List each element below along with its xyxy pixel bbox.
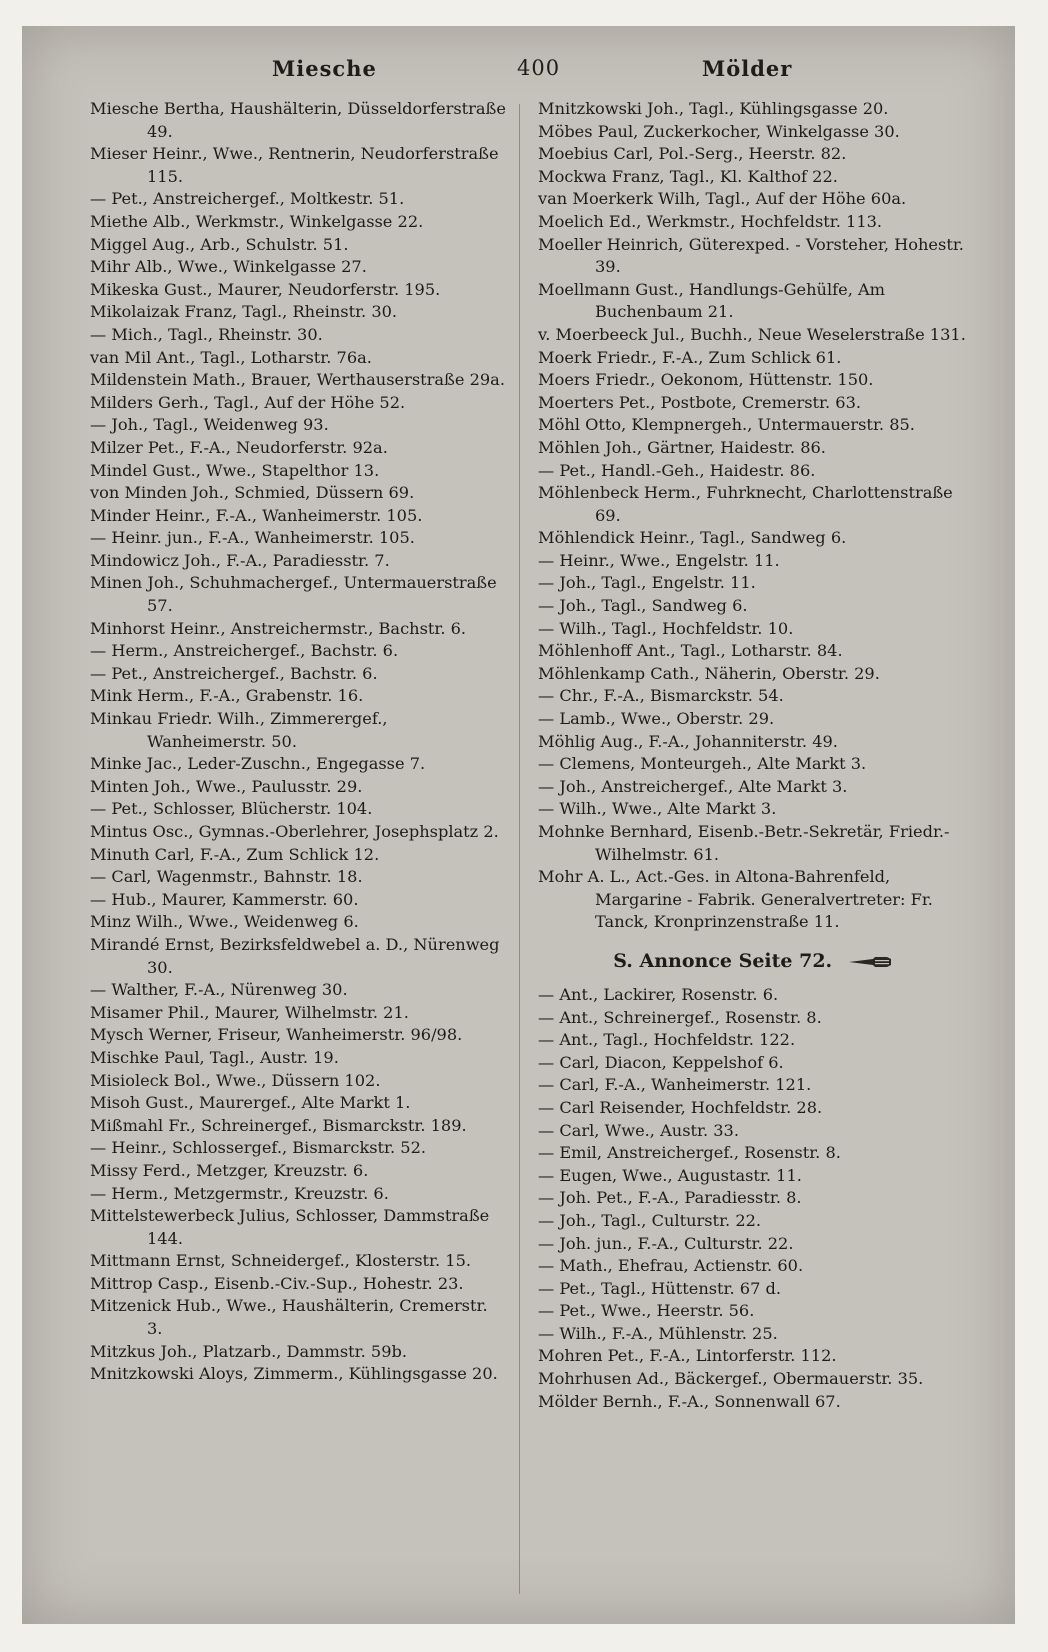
directory-entry: — Hub., Maurer, Kammerstr. 60. <box>90 889 359 909</box>
directory-entry: — Herm., Metzgermstr., Kreuzstr. 6. <box>90 1183 389 1203</box>
directory-entry: Mohnke Bernhard, Eisenb.-Betr.-Sekretär, Friedr.-Wilhelmstr. 61. <box>538 822 950 864</box>
directory-entry: Mittmann Ernst, Schneidergef., Klosterstr. 15. <box>90 1251 472 1271</box>
header-left-keyword: Miesche <box>272 56 377 81</box>
directory-entry: v. Moerbeeck Jul., Buchh., Neue Weselerstraße 131. <box>538 324 966 344</box>
directory-entry: — Pet., Handl.-Geh., Haidestr. 86. <box>538 460 816 480</box>
directory-entry: — Wilh., Tagl., Hochfeldstr. 10. <box>538 618 794 638</box>
directory-entry: — Joh., Tagl., Culturstr. 22. <box>538 1210 762 1230</box>
directory-entry: Minen Joh., Schuhmachergef., Untermauerstraße 57. <box>90 573 502 616</box>
directory-entry: Möhlenhoff Ant., Tagl., Lotharstr. 84. <box>538 641 843 661</box>
directory-entry: — Wilh., F.-A., Mühlenstr. 25. <box>538 1323 778 1343</box>
directory-entry: Milzer Pet., F.-A., Neudorferstr. 92a. <box>90 437 388 457</box>
directory-entry: — Wilh., Wwe., Alte Markt 3. <box>538 799 777 819</box>
directory-entry: — Mich., Tagl., Rheinstr. 30. <box>90 324 323 344</box>
directory-entry: Möbes Paul, Zuckerkocher, Winkelgasse 30. <box>538 121 900 141</box>
page-number: 400 <box>517 56 561 80</box>
directory-entry: Mischke Paul, Tagl., Austr. 19. <box>90 1047 339 1067</box>
directory-entry: Mieser Heinr., Wwe., Rentnerin, Neudorferstraße 115. <box>90 144 504 186</box>
directory-entry: — Carl, Wagenmstr., Bahnstr. 18. <box>90 867 363 887</box>
directory-entry: — Joh., Anstreichergef., Alte Markt 3. <box>538 776 848 796</box>
directory-entry: — Joh. jun., F.-A., Culturstr. 22. <box>538 1233 794 1253</box>
directory-entry: Mnitzkowski Aloys, Zimmerm., Kühlingsgasse 20. <box>90 1364 498 1384</box>
directory-entry: — Pet., Tagl., Hüttenstr. 67 d. <box>538 1278 782 1298</box>
directory-entry: Mnitzkowski Joh., Tagl., Kühlingsgasse 20. <box>538 99 889 118</box>
left-column <box>90 98 512 1386</box>
directory-entry: Miggel Aug., Arb., Schulstr. 51. <box>90 234 349 254</box>
directory-entry: Minhorst Heinr., Anstreichermstr., Bachstr. 6. <box>90 618 467 638</box>
directory-entry: Mihr Alb., Wwe., Winkelgasse 27. <box>90 257 367 277</box>
directory-entry: Minten Joh., Wwe., Paulusstr. 29. <box>90 776 363 796</box>
directory-page <box>22 26 1015 1624</box>
directory-entry: Möhlig Aug., F.-A., Johanniterstr. 49. <box>538 731 838 751</box>
directory-entry: Mink Herm., F.-A., Grabenstr. 16. <box>90 686 364 706</box>
directory-entry: Moers Friedr., Oekonom, Hüttenstr. 150. <box>538 370 874 390</box>
directory-entry: Mindel Gust., Wwe., Stapelthor 13. <box>90 460 380 480</box>
directory-entry: — Joh., Tagl., Weidenweg 93. <box>90 415 329 435</box>
directory-entry: Moebius Carl, Pol.-Serg., Heerstr. 82. <box>538 144 847 164</box>
directory-entry: Misioleck Bol., Wwe., Düssern 102. <box>90 1070 381 1090</box>
directory-entry: van Mil Ant., Tagl., Lotharstr. 76a. <box>90 347 372 367</box>
directory-entry: — Carl, Diacon, Keppelshof 6. <box>538 1052 784 1072</box>
directory-entry: Mikolaizak Franz, Tagl., Rheinstr. 30. <box>90 302 398 322</box>
directory-entry: Minkau Friedr. Wilh., Zimmerergef., Wanheimerstr. 50. <box>90 709 393 751</box>
column-divider <box>519 104 520 1594</box>
directory-entry: — Joh. Pet., F.-A., Paradiesstr. 8. <box>538 1188 802 1208</box>
directory-entry: Mißmahl Fr., Schreinergef., Bismarckstr. 189. <box>90 1115 467 1135</box>
directory-entry: — Pet., Wwe., Heerstr. 56. <box>538 1301 755 1321</box>
annonce-label: S. Annonce Seite 72. <box>613 949 833 972</box>
directory-entry: Misamer Phil., Maurer, Wilhelmstr. 21. <box>90 1002 409 1022</box>
directory-entry: — Emil, Anstreichergef., Rosenstr. 8. <box>538 1143 841 1163</box>
directory-entry: — Walther, F.-A., Nürenweg 30. <box>90 980 348 1000</box>
page-header <box>22 56 1015 92</box>
directory-entry: — Heinr., Schlossergef., Bismarckstr. 52. <box>90 1138 427 1158</box>
directory-entry: Miesche Bertha, Haushälterin, Düsseldorferstraße 49. <box>90 99 512 141</box>
directory-entry: Möhlen Joh., Gärtner, Haidestr. 86. <box>538 437 826 457</box>
directory-entry: — Joh., Tagl., Sandweg 6. <box>538 596 748 616</box>
directory-entry: Mirandé Ernst, Bezirksfeldwebel a. D., Nürenweg 30. <box>90 934 505 977</box>
directory-entry: — Clemens, Monteurgeh., Alte Markt 3. <box>538 754 867 774</box>
directory-entry: Mölder Bernh., F.-A., Sonnenwall 67. <box>538 1391 841 1411</box>
directory-entry: — Carl, F.-A., Wanheimerstr. 121. <box>538 1075 812 1095</box>
directory-entry: — Pet., Schlosser, Blücherstr. 104. <box>90 799 373 819</box>
directory-entry: Moellmann Gust., Handlungs-Gehülfe, Am Buchenbaum 21. <box>538 279 891 322</box>
directory-entry: Misoh Gust., Maurergef., Alte Markt 1. <box>90 1093 411 1113</box>
directory-entry: Moerters Pet., Postbote, Cremerstr. 63. <box>538 392 862 412</box>
directory-entry: von Minden Joh., Schmied, Düssern 69. <box>90 483 415 503</box>
directory-entry: — Herm., Anstreichergef., Bachstr. 6. <box>90 641 399 661</box>
directory-entry: — Pet., Anstreichergef., Bachstr. 6. <box>90 663 378 683</box>
directory-entry: Mitzkus Joh., Platzarb., Dammstr. 59b. <box>90 1341 408 1361</box>
directory-entry: — Heinr. jun., F.-A., Wanheimerstr. 105. <box>90 528 415 548</box>
directory-entry: — Joh., Tagl., Engelstr. 11. <box>538 573 756 593</box>
directory-entry: Mintus Osc., Gymnas.-Oberlehrer, Josephsplatz 2. <box>90 822 499 841</box>
directory-entry: — Math., Ehefrau, Actienstr. 60. <box>538 1256 804 1276</box>
directory-entry: Mildenstein Math., Brauer, Werthauserstraße 29a. <box>90 370 505 390</box>
directory-entry: — Chr., F.-A., Bismarckstr. 54. <box>538 686 784 706</box>
directory-entry: — Lamb., Wwe., Oberstr. 29. <box>538 709 775 729</box>
directory-entry: Mikeska Gust., Maurer, Neudorferstr. 195. <box>90 279 441 299</box>
directory-entry: — Eugen, Wwe., Augustastr. 11. <box>538 1165 802 1185</box>
directory-entry: — Pet., Anstreichergef., Moltkestr. 51. <box>90 189 405 209</box>
directory-entry: Mitzenick Hub., Wwe., Haushälterin, Cremerstr. 3. <box>90 1296 493 1339</box>
directory-entry: — Ant., Tagl., Hochfeldstr. 122. <box>538 1030 796 1050</box>
right-column <box>538 98 968 1413</box>
directory-entry: Mittelstewerbeck Julius, Schlosser, Dammstraße 144. <box>90 1206 495 1248</box>
directory-entry: Minke Jac., Leder-Zuschn., Engegasse 7. <box>90 754 426 774</box>
directory-entry: Mockwa Franz, Tagl., Kl. Kalthof 22. <box>538 166 838 186</box>
directory-entry: Mohren Pet., F.-A., Lintorferstr. 112. <box>538 1346 837 1366</box>
directory-entry: Minder Heinr., F.-A., Wanheimerstr. 105. <box>90 505 423 525</box>
directory-entry: Minz Wilh., Wwe., Weidenweg 6. <box>90 912 359 932</box>
directory-entry: — Carl Reisender, Hochfeldstr. 28. <box>538 1097 823 1117</box>
directory-entry: Mittrop Casp., Eisenb.-Civ.-Sup., Hohestr. 23. <box>90 1273 464 1293</box>
directory-entry: Mysch Werner, Friseur, Wanheimerstr. 96/98. <box>90 1025 463 1045</box>
directory-entry: Miethe Alb., Werkmstr., Winkelgasse 22. <box>90 211 424 231</box>
directory-entry: Möhl Otto, Klempnergeh., Untermauerstr. 85. <box>538 415 915 435</box>
right-column-top <box>538 98 968 934</box>
right-column-bottom <box>538 984 968 1413</box>
directory-entry: Moeller Heinrich, Güterexped. - Vorsteher, Hohestr. 39. <box>538 234 970 277</box>
directory-entry: Möhlendick Heinr., Tagl., Sandweg 6. <box>538 528 847 548</box>
directory-entry: Milders Gerh., Tagl., Auf der Höhe 52. <box>90 392 406 412</box>
directory-entry: Mindowicz Joh., F.-A., Paradiesstr. 7. <box>90 550 390 570</box>
directory-entry: — Ant., Lackirer, Rosenstr. 6. <box>538 984 779 1004</box>
directory-entry: Möhlenkamp Cath., Näherin, Oberstr. 29. <box>538 663 880 683</box>
directory-entry: Moelich Ed., Werkmstr., Hochfeldstr. 113. <box>538 211 883 231</box>
directory-entry: Minuth Carl, F.-A., Zum Schlick 12. <box>90 844 380 864</box>
directory-entry: Moerk Friedr., F.-A., Zum Schlick 61. <box>538 347 842 367</box>
annonce-reference <box>538 934 968 984</box>
directory-entry: Möhlenbeck Herm., Fuhrknecht, Charlottenstraße 69. <box>538 483 958 525</box>
directory-entry: Mohr A. L., Act.-Ges. in Altona-Bahrenfeld, Margarine - Fabrik. Generalvertreter: Fr. Tanck, Kronprinzenstraße 11. <box>538 867 939 932</box>
directory-entry: van Moerkerk Wilh, Tagl., Auf der Höhe 60a. <box>538 189 907 209</box>
pointing-hand-icon <box>847 955 893 969</box>
header-right-keyword: Mölder <box>702 56 793 81</box>
directory-entry: — Carl, Wwe., Austr. 33. <box>538 1120 740 1140</box>
directory-entry: — Ant., Schreinergef., Rosenstr. 8. <box>538 1007 822 1027</box>
directory-entry: Mohrhusen Ad., Bäckergef., Obermauerstr. 35. <box>538 1369 924 1389</box>
directory-entry: — Heinr., Wwe., Engelstr. 11. <box>538 550 780 570</box>
directory-entry: Missy Ferd., Metzger, Kreuzstr. 6. <box>90 1160 369 1180</box>
